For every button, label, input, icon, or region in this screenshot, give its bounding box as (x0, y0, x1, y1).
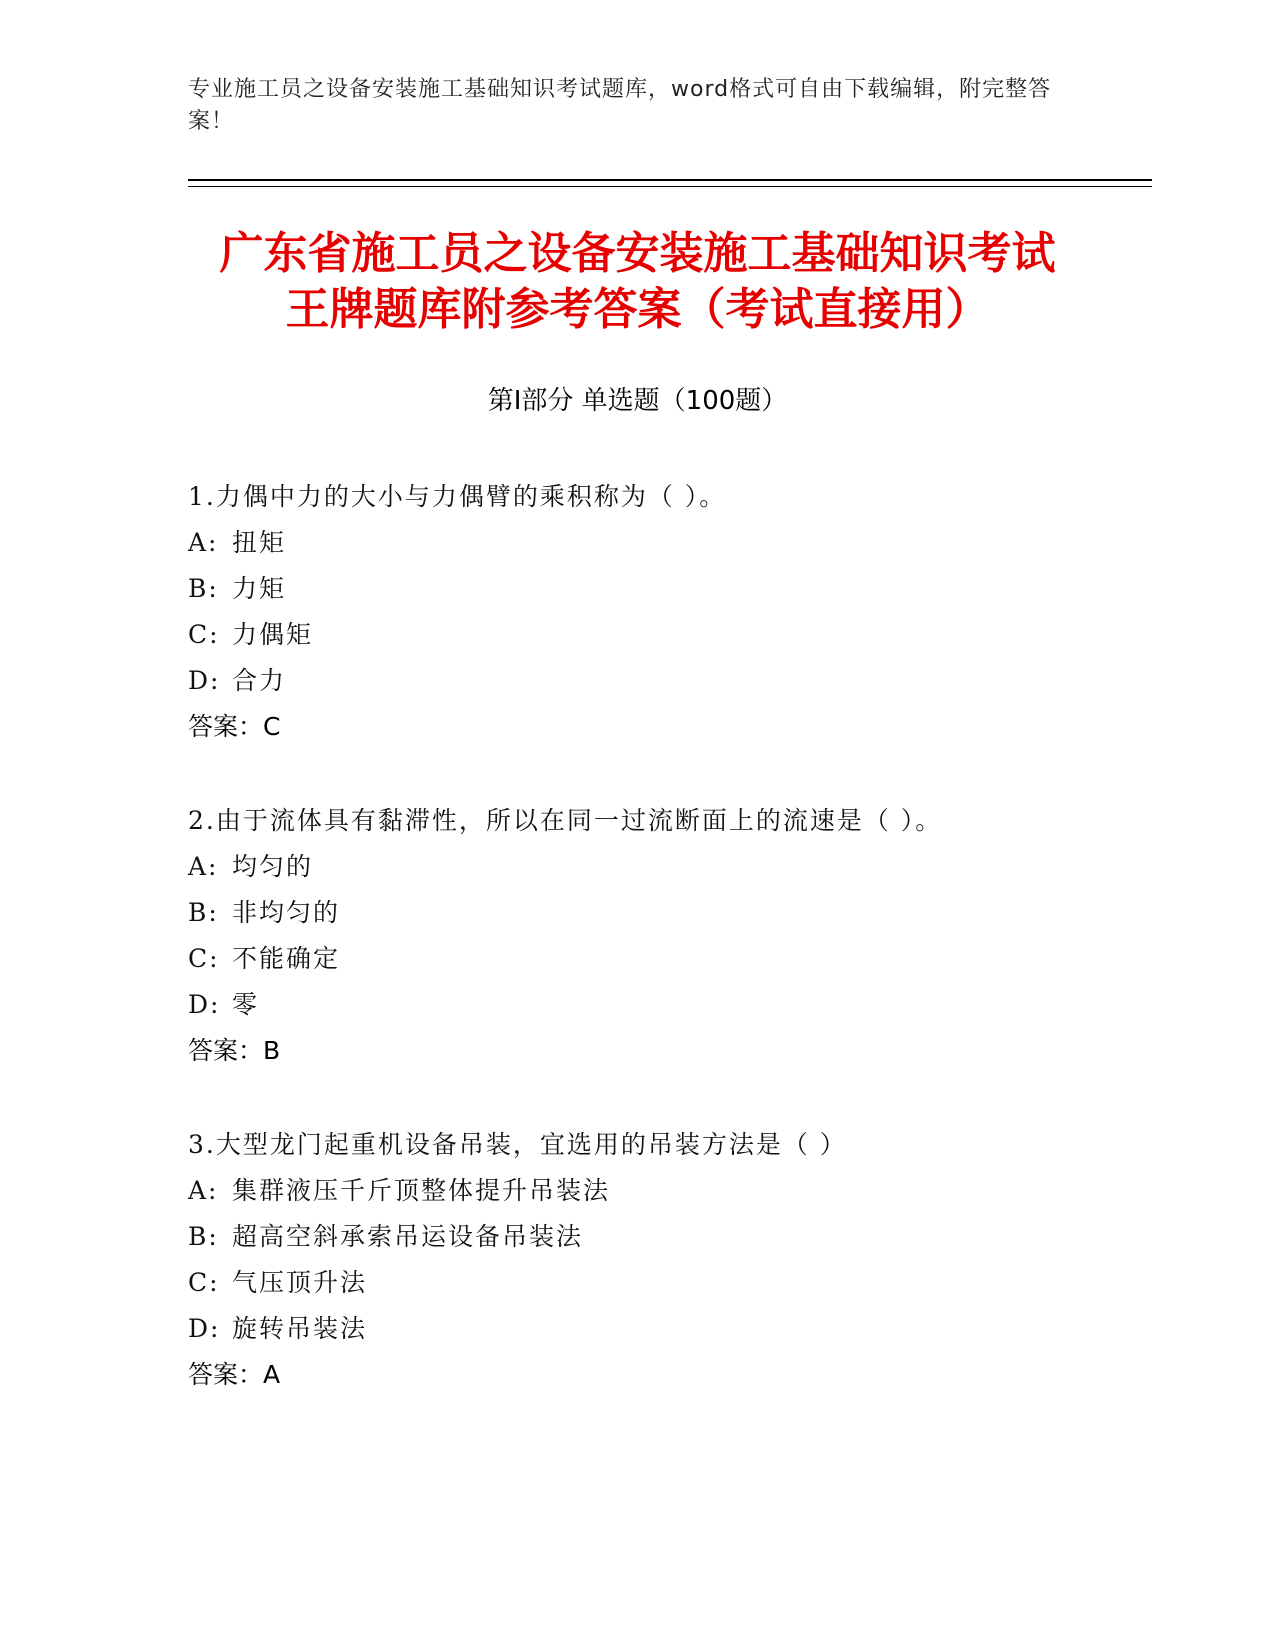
option-key: A: (188, 852, 219, 881)
option-text: 零 (232, 990, 260, 1019)
option-key: A: (188, 1176, 219, 1205)
option-a (188, 844, 1148, 890)
option-key: D: (188, 666, 221, 695)
option-text: 扭矩 (232, 528, 287, 557)
option-key: D: (188, 1314, 221, 1343)
section-heading: 第Ⅰ部分 单选题（100题） (487, 386, 788, 416)
question-2 (188, 798, 1148, 1074)
option-b (188, 890, 1148, 936)
question-1 (188, 474, 1148, 750)
question-stem: 2.由于流体具有黏滞性，所以在同一过流断面上的流速是（ ）。 (188, 806, 943, 835)
document-title (150, 226, 1125, 338)
option-d (188, 658, 1148, 704)
option-text: 气压顶升法 (232, 1268, 368, 1297)
header-divider-thick (188, 179, 1152, 181)
option-text: 力偶矩 (232, 620, 314, 649)
answer-value: C (263, 712, 281, 741)
option-c (188, 612, 1148, 658)
question-stem: 1.力偶中力的大小与力偶臂的乘积称为（ ）。 (188, 482, 727, 511)
question-3 (188, 1122, 1148, 1398)
option-d (188, 1306, 1148, 1352)
option-text: 不能确定 (232, 944, 341, 973)
answer-line (188, 704, 1148, 750)
option-c (188, 936, 1148, 982)
answer-line (188, 1352, 1148, 1398)
option-key: C: (188, 944, 220, 973)
option-text: 集群液压千斤顶整体提升吊装法 (232, 1176, 611, 1205)
option-key: B: (188, 898, 219, 927)
answer-label: 答案： (188, 1036, 264, 1065)
header-divider-thin (188, 186, 1152, 187)
document-title-line-1: 广东省施工员之设备安装施工基础知识考试 (219, 228, 1056, 279)
question-list (188, 474, 1148, 1446)
option-text: 超高空斜承索吊运设备吊装法 (232, 1222, 584, 1251)
option-text: 均匀的 (232, 852, 314, 881)
document-title-line-2: 王牌题库附参考答案（考试直接用） (285, 284, 990, 335)
option-c (188, 1260, 1148, 1306)
option-text: 合力 (232, 666, 287, 695)
option-key: D: (188, 990, 221, 1019)
option-key: A: (188, 528, 219, 557)
answer-value: B (263, 1036, 281, 1065)
option-b (188, 566, 1148, 612)
option-d (188, 982, 1148, 1028)
question-stem: 3.大型龙门起重机设备吊装，宜选用的吊装方法是（ ） (188, 1130, 847, 1159)
option-text: 旋转吊装法 (232, 1314, 368, 1343)
option-key: B: (188, 1222, 219, 1251)
answer-line (188, 1028, 1148, 1074)
option-text: 力矩 (232, 574, 287, 603)
answer-label: 答案： (188, 1360, 264, 1389)
answer-value: A (263, 1360, 281, 1389)
option-b (188, 1214, 1148, 1260)
option-text: 非均匀的 (232, 898, 341, 927)
option-key: B: (188, 574, 219, 603)
option-a (188, 1168, 1148, 1214)
option-key: C: (188, 1268, 220, 1297)
option-a (188, 520, 1148, 566)
option-key: C: (188, 620, 220, 649)
header-note: 专业施工员之设备安装施工基础知识考试题库，word格式可自由下载编辑，附完整答案！ (188, 77, 1052, 134)
answer-label: 答案： (188, 712, 264, 741)
